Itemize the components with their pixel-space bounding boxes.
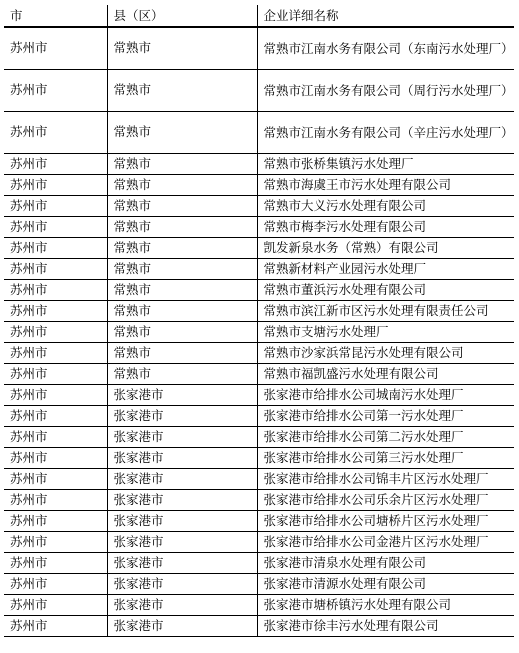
city-cell: 苏州市 bbox=[4, 237, 107, 258]
table-row bbox=[4, 237, 514, 258]
enterprise-name-cell: 张家港市给排水公司第二污水处理厂 bbox=[257, 426, 514, 447]
enterprise-name-cell: 张家港市清泉水处理有限公司 bbox=[257, 552, 514, 573]
enterprise-name-cell: 常熟市大义污水处理有限公司 bbox=[257, 195, 514, 216]
city-cell: 苏州市 bbox=[4, 258, 107, 279]
header-city: 市 bbox=[4, 5, 107, 27]
table-row bbox=[4, 153, 514, 174]
table-row bbox=[4, 447, 514, 468]
enterprise-name-cell: 张家港市给排水公司乐余片区污水处理厂 bbox=[257, 489, 514, 510]
table-row bbox=[4, 111, 514, 153]
table-row bbox=[4, 342, 514, 363]
enterprise-name-cell: 张家港市给排水公司锦丰片区污水处理厂 bbox=[257, 468, 514, 489]
table-row bbox=[4, 615, 514, 636]
enterprise-name-cell: 常熟市江南水务有限公司（辛庄污水处理厂） bbox=[257, 111, 514, 153]
city-cell: 苏州市 bbox=[4, 615, 107, 636]
table-row bbox=[4, 573, 514, 594]
county-cell: 张家港市 bbox=[107, 405, 257, 426]
city-cell: 苏州市 bbox=[4, 426, 107, 447]
table-row bbox=[4, 594, 514, 615]
enterprise-name-cell: 常熟市海虞王市污水处理有限公司 bbox=[257, 174, 514, 195]
city-cell: 苏州市 bbox=[4, 342, 107, 363]
table-row bbox=[4, 174, 514, 195]
table-row bbox=[4, 405, 514, 426]
county-cell: 常熟市 bbox=[107, 321, 257, 342]
table-row bbox=[4, 216, 514, 237]
city-cell: 苏州市 bbox=[4, 216, 107, 237]
table-row bbox=[4, 321, 514, 342]
city-cell: 苏州市 bbox=[4, 405, 107, 426]
enterprise-name-cell: 常熟市江南水务有限公司（周行污水处理厂） bbox=[257, 69, 514, 111]
city-cell: 苏州市 bbox=[4, 594, 107, 615]
city-cell: 苏州市 bbox=[4, 69, 107, 111]
enterprise-name-cell: 常熟市支塘污水处理厂 bbox=[257, 321, 514, 342]
county-cell: 常熟市 bbox=[107, 279, 257, 300]
table-body bbox=[4, 27, 514, 636]
enterprise-name-cell: 张家港市给排水公司城南污水处理厂 bbox=[257, 384, 514, 405]
table-row bbox=[4, 552, 514, 573]
county-cell: 常熟市 bbox=[107, 342, 257, 363]
county-cell: 张家港市 bbox=[107, 468, 257, 489]
enterprise-name-cell: 张家港市给排水公司第三污水处理厂 bbox=[257, 447, 514, 468]
city-cell: 苏州市 bbox=[4, 573, 107, 594]
table-row bbox=[4, 363, 514, 384]
city-cell: 苏州市 bbox=[4, 363, 107, 384]
table-row bbox=[4, 489, 514, 510]
table-row bbox=[4, 195, 514, 216]
enterprise-name-cell: 凯发新泉水务（常熟）有限公司 bbox=[257, 237, 514, 258]
city-cell: 苏州市 bbox=[4, 552, 107, 573]
city-cell: 苏州市 bbox=[4, 468, 107, 489]
enterprise-name-cell: 常熟新材料产业园污水处理厂 bbox=[257, 258, 514, 279]
county-cell: 张家港市 bbox=[107, 384, 257, 405]
table-row bbox=[4, 384, 514, 405]
county-cell: 张家港市 bbox=[107, 447, 257, 468]
city-cell: 苏州市 bbox=[4, 27, 107, 69]
enterprise-name-cell: 常熟市梅李污水处理有限公司 bbox=[257, 216, 514, 237]
county-cell: 常熟市 bbox=[107, 216, 257, 237]
county-cell: 常熟市 bbox=[107, 27, 257, 69]
county-cell: 张家港市 bbox=[107, 552, 257, 573]
header-enterprise-name: 企业详细名称 bbox=[257, 5, 514, 27]
enterprise-name-cell: 张家港市给排水公司金港片区污水处理厂 bbox=[257, 531, 514, 552]
enterprise-name-cell: 常熟市董浜污水处理有限公司 bbox=[257, 279, 514, 300]
county-cell: 常熟市 bbox=[107, 174, 257, 195]
county-cell: 张家港市 bbox=[107, 426, 257, 447]
county-cell: 常熟市 bbox=[107, 69, 257, 111]
city-cell: 苏州市 bbox=[4, 279, 107, 300]
city-cell: 苏州市 bbox=[4, 111, 107, 153]
table-header bbox=[4, 5, 514, 27]
header-row bbox=[4, 5, 514, 27]
city-cell: 苏州市 bbox=[4, 384, 107, 405]
table-row bbox=[4, 510, 514, 531]
table-row bbox=[4, 258, 514, 279]
enterprise-name-cell: 张家港市徐丰污水处理有限公司 bbox=[257, 615, 514, 636]
enterprise-name-cell: 常熟市沙家浜常昆污水处理有限公司 bbox=[257, 342, 514, 363]
county-cell: 常熟市 bbox=[107, 153, 257, 174]
enterprise-name-cell: 张家港市给排水公司塘桥片区污水处理厂 bbox=[257, 510, 514, 531]
enterprise-table bbox=[4, 5, 514, 637]
city-cell: 苏州市 bbox=[4, 195, 107, 216]
table-row bbox=[4, 69, 514, 111]
enterprise-name-cell: 常熟市滨江新市区污水处理有限责任公司 bbox=[257, 300, 514, 321]
table-row bbox=[4, 426, 514, 447]
county-cell: 常熟市 bbox=[107, 195, 257, 216]
county-cell: 张家港市 bbox=[107, 489, 257, 510]
county-cell: 张家港市 bbox=[107, 510, 257, 531]
header-county: 县（区） bbox=[107, 5, 257, 27]
enterprise-name-cell: 张家港市塘桥镇污水处理有限公司 bbox=[257, 594, 514, 615]
city-cell: 苏州市 bbox=[4, 153, 107, 174]
enterprise-name-cell: 常熟市张桥集镇污水处理厂 bbox=[257, 153, 514, 174]
city-cell: 苏州市 bbox=[4, 531, 107, 552]
table-row bbox=[4, 468, 514, 489]
county-cell: 张家港市 bbox=[107, 594, 257, 615]
city-cell: 苏州市 bbox=[4, 321, 107, 342]
table-row bbox=[4, 279, 514, 300]
county-cell: 常熟市 bbox=[107, 258, 257, 279]
enterprise-name-cell: 常熟市福凯盛污水处理有限公司 bbox=[257, 363, 514, 384]
city-cell: 苏州市 bbox=[4, 300, 107, 321]
city-cell: 苏州市 bbox=[4, 447, 107, 468]
enterprise-name-cell: 常熟市江南水务有限公司（东南污水处理厂） bbox=[257, 27, 514, 69]
county-cell: 常熟市 bbox=[107, 363, 257, 384]
enterprise-name-cell: 张家港市清源水处理有限公司 bbox=[257, 573, 514, 594]
table-row bbox=[4, 27, 514, 69]
city-cell: 苏州市 bbox=[4, 510, 107, 531]
county-cell: 常熟市 bbox=[107, 111, 257, 153]
city-cell: 苏州市 bbox=[4, 174, 107, 195]
city-cell: 苏州市 bbox=[4, 489, 107, 510]
county-cell: 张家港市 bbox=[107, 531, 257, 552]
county-cell: 常熟市 bbox=[107, 237, 257, 258]
enterprise-name-cell: 张家港市给排水公司第一污水处理厂 bbox=[257, 405, 514, 426]
county-cell: 张家港市 bbox=[107, 573, 257, 594]
table-row bbox=[4, 300, 514, 321]
county-cell: 常熟市 bbox=[107, 300, 257, 321]
county-cell: 张家港市 bbox=[107, 615, 257, 636]
table-row bbox=[4, 531, 514, 552]
